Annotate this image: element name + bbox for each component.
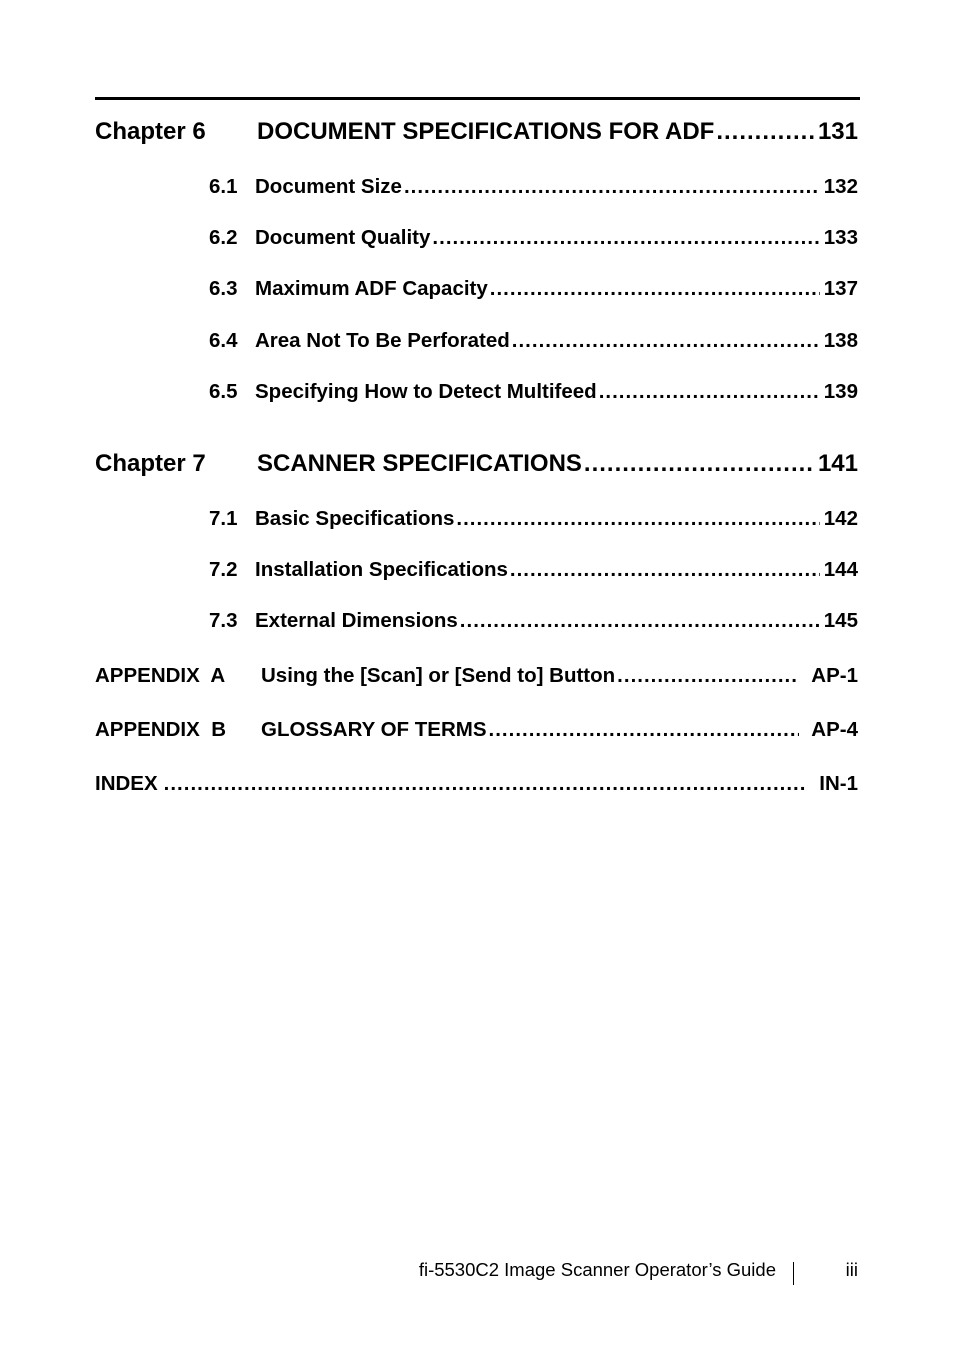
dot-leader <box>432 226 819 250</box>
section-title: Document Size <box>255 175 402 198</box>
section-number: 6.1 <box>209 175 238 198</box>
dot-leader <box>489 718 800 742</box>
dot-leader <box>512 329 820 353</box>
page-number: 132 <box>823 175 858 198</box>
toc-entry-7-3[interactable] <box>209 609 858 633</box>
section-title: Specifying How to Detect Multifeed <box>255 380 597 403</box>
toc-entry-6-5[interactable] <box>209 380 858 404</box>
page-number: 144 <box>823 558 858 581</box>
page-number: 138 <box>823 329 858 352</box>
section-title: External Dimensions <box>255 609 458 632</box>
page-number: IN-1 <box>819 772 858 795</box>
page-number: 133 <box>823 226 858 249</box>
dot-leader <box>490 277 820 301</box>
dot-leader <box>510 558 820 582</box>
page-number: 142 <box>823 507 858 530</box>
toc-entry-7-2[interactable] <box>209 558 858 582</box>
chapter-label: Chapter 6 <box>95 118 206 145</box>
dot-leader <box>716 118 814 146</box>
page-number: 141 <box>817 450 858 477</box>
section-number: 7.1 <box>209 507 238 530</box>
section-title: Area Not To Be Perforated <box>255 329 510 352</box>
chapter-title: DOCUMENT SPECIFICATIONS FOR ADF <box>257 118 715 145</box>
index-title: INDEX <box>95 772 158 795</box>
appendix-label: APPENDIX A <box>95 664 226 687</box>
toc-entry-7-1[interactable] <box>209 507 858 531</box>
appendix-title: Using the [Scan] or [Send to] Button <box>261 664 616 687</box>
section-title: Document Quality <box>255 226 431 249</box>
footer-separator <box>793 1262 794 1285</box>
toc-entry-6-2[interactable] <box>209 226 858 250</box>
section-title: Installation Specifications <box>255 558 508 581</box>
section-number: 6.3 <box>209 277 238 300</box>
section-number: 7.3 <box>209 609 238 632</box>
appendix-label: APPENDIX B <box>95 718 226 741</box>
dot-leader <box>599 380 820 404</box>
appendix-title: GLOSSARY OF TERMS <box>261 718 487 741</box>
dot-leader <box>584 450 814 478</box>
toc-entry-6-4[interactable] <box>209 329 858 353</box>
section-number: 6.4 <box>209 329 238 352</box>
toc-entry-appendix-a[interactable] <box>95 664 858 688</box>
page-number: 137 <box>823 277 858 300</box>
toc-entry-appendix-b[interactable] <box>95 718 858 742</box>
section-number: 6.5 <box>209 380 238 403</box>
page-footer <box>0 1259 954 1289</box>
dot-leader <box>617 664 799 688</box>
page-number: AP-1 <box>811 664 858 687</box>
dot-leader <box>164 772 808 796</box>
dot-leader <box>460 609 820 633</box>
page-number: AP-4 <box>811 718 858 741</box>
page-number: 145 <box>823 609 858 632</box>
toc-entry-6-3[interactable] <box>209 277 858 301</box>
section-title: Basic Specifications <box>255 507 455 530</box>
toc-entry-chapter-7[interactable] <box>95 450 858 478</box>
page-number: 139 <box>823 380 858 403</box>
chapter-title: SCANNER SPECIFICATIONS <box>257 450 582 477</box>
dot-leader <box>404 175 820 199</box>
guide-title: fi-5530C2 Image Scanner Operator’s Guide <box>418 1259 776 1280</box>
toc-entry-chapter-6[interactable] <box>95 118 858 146</box>
chapter-label: Chapter 7 <box>95 450 206 477</box>
toc-entry-index[interactable] <box>95 772 858 796</box>
section-number: 7.2 <box>209 558 238 581</box>
section-number: 6.2 <box>209 226 238 249</box>
section-title: Maximum ADF Capacity <box>255 277 488 300</box>
page-number: 131 <box>817 118 858 145</box>
page-number-footer: iii <box>845 1259 858 1280</box>
toc-entry-6-1[interactable] <box>209 175 858 199</box>
top-rule <box>95 97 860 100</box>
dot-leader <box>456 507 819 531</box>
